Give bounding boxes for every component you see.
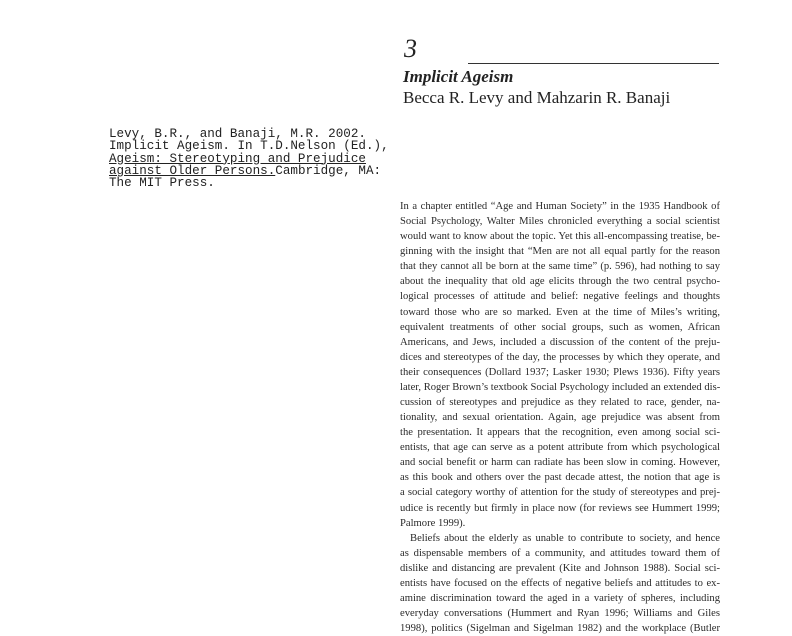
text-line: entists have focused on the effects of negative beliefs and attitudes to ex- [400, 577, 720, 589]
text-line: dislike and distancing are prevalent (Kite and Johnson 1988). Social sci- [400, 562, 720, 574]
text-line: Palmore 1999). [400, 517, 466, 529]
text-line: and social benefit or harm can radiate has been slow in coming. However, [400, 457, 720, 469]
text-line: would want to know about the topic. Yet this all-encompassing treatise, be- [400, 231, 720, 243]
text-line: entists, that age can serve as a potent attribute from which psychological [400, 442, 720, 454]
text-line: later, Roger Brown’s textbook Social Psychology included an extended dis- [400, 381, 720, 393]
text-line: ginning with the insight that “Men are not all equal partly for the reason [400, 246, 720, 258]
text-line: a social category worthy of attention for the study of stereotypes and prej- [400, 487, 720, 499]
citation-line: The MIT Press. [109, 176, 215, 191]
chapter-authors: Becca R. Levy and Mahzarin R. Banaji [403, 88, 671, 107]
text-line: tionality, and sexual orientation. Again, age prejudice was absent from [400, 412, 720, 424]
body-text [400, 199, 720, 636]
text-line: In a chapter entitled “Age and Human Society” in the 1935 Handbook of [400, 201, 720, 212]
citation-book-subtitle: against Older Persons. [109, 163, 276, 178]
text-line: 1998), politics (Sigelman and Sigelman 1982) and the workplace (Butler [400, 623, 720, 635]
text-line: Beliefs about the elderly as unable to contribute to society, and hence [410, 532, 720, 544]
citation-line: Implicit Ageism. In T.D.Nelson (Ed.), [109, 139, 389, 154]
text-line: as this book and others over the past decade attest, the notion that age is [400, 472, 720, 484]
text-line: dices and stereotypes of the day, the processes by which they operate, and [400, 351, 720, 363]
chapter-rule [468, 63, 719, 64]
text-line: cussion of stereotypes and prejudice as they related to race, gender, na- [400, 397, 720, 409]
chapter-number: 3 [404, 34, 417, 63]
chapter-title: Implicit Ageism [403, 67, 514, 86]
text-line: logical processes of attitude and belief: negative feelings and thoughts [400, 291, 720, 303]
text-line: Americans, and Jews, included a discussion of the content of the preju- [400, 336, 720, 348]
text-line: as dispensable members of a community, and attitudes toward them of [400, 547, 720, 559]
citation-line: Levy, B.R., and Banaji, M.R. 2002. [109, 127, 366, 141]
text-line: amine discrimination toward the aged in a variety of spheres, including [400, 593, 720, 605]
citation-book-title: Ageism: Stereotyping and Prejudice [109, 151, 366, 166]
citation-publisher-place: Cambridge, MA: [275, 163, 382, 178]
text-line: equivalent treatments of other social groups, such as women, African [400, 321, 720, 333]
citation-block [109, 128, 399, 189]
text-line: their consequences (Dollard 1937; Lasker 1930; Plews 1936). Fifty years [400, 366, 720, 378]
text-line: Social Psychology, Walter Miles chronicled everything a social scientist [400, 216, 720, 228]
text-line: the presentation. It appears that the recognition, even among social sci- [400, 427, 720, 439]
text-line: everyday conversations (Hummert and Ryan 1996; Williams and Giles [400, 608, 720, 620]
paragraph-1 [400, 199, 720, 531]
text-line: toward those who are so marked. Even at the time of Miles’s writing, [400, 306, 720, 318]
text-line: that they cannot all be born at the same time” (p. 596), had nothing to say [400, 261, 720, 273]
text-line: about the inequality that old age elicits through the two central psycho- [400, 276, 720, 288]
text-line: udice is recently but firmly in place now (for reviews see Hummert 1999; [400, 502, 720, 514]
paragraph-2 [400, 531, 720, 636]
